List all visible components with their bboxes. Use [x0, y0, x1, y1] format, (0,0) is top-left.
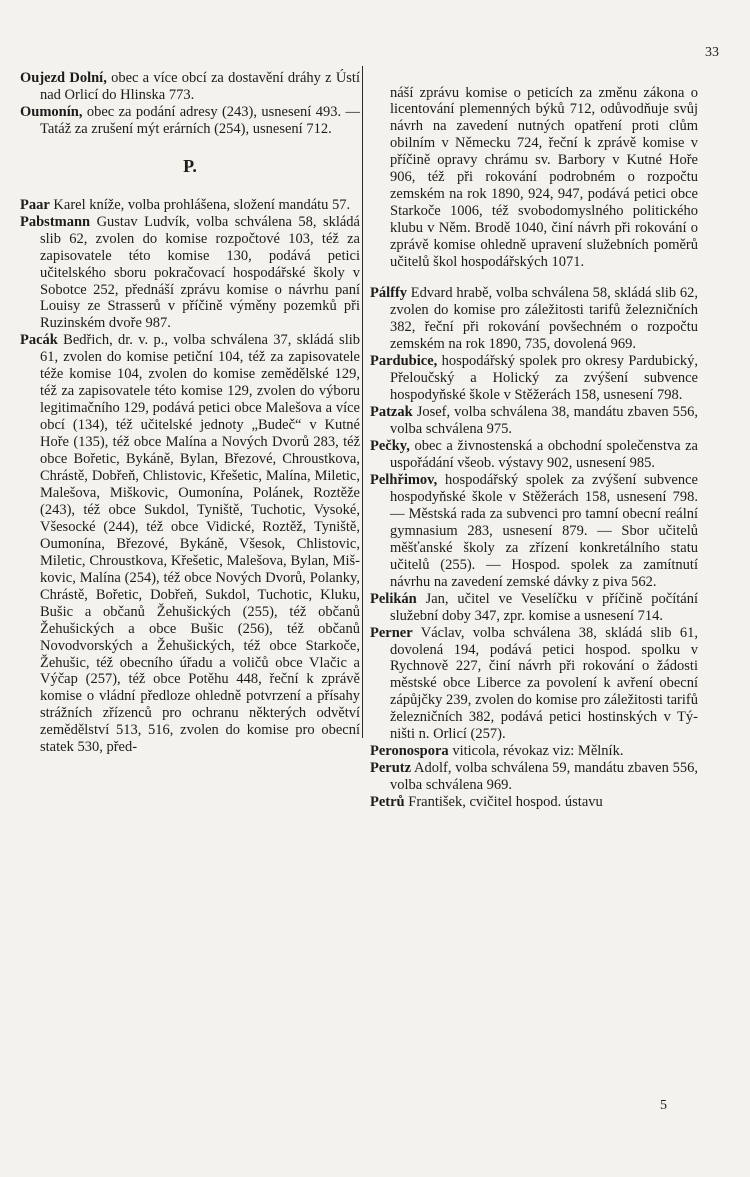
index-entry — [370, 404, 698, 438]
entry-continuation: náší zprávu komise o peticích za změnu zákona o licentování plemenných býků 712, odůvodňuje svůj návrh na zavedení nutných opatření proti clům obilním v Německu 724, řeční k zprávě komise v příčině opravy chrámu sv. Barbory v Kutné Hoře 906, též při rokování podrobném o rozpočtu zemském na rok 1890, 924, 947, podává petici obce Starkoče 1006, též svobodomyslného politického klubu v Něm. Brodě 1040, činí návrh při rokování o zprávě komise ohledně upravení služebních poměrů učitelů škol hospodářských 1071. — [390, 84, 698, 271]
index-entry — [370, 353, 698, 404]
entry-text: Gustav Ludvík, volba schválena 58, skládá slib 62, zvolen do komise rozpočtové 103, též za zapisovatele této komise 130, podává petici učitelského sboru pokračovací hospodářské školy v Sobotce 252, přednáší zprávu komise o návrhu paní Louisy ze Strasserů v příčině výměny pozemků při Ruzinském dvoře 987. — [40, 213, 360, 332]
entry-heading: Paar — [20, 196, 50, 213]
entry-text: obec a více obcí za dostavění dráhy z Ústí nad Orlicí do Hlinska 773. — [40, 70, 360, 103]
entry-text: obec a živnostenská a obchodní společenstva za uspořádání všeob. výstavy 902, usnesení 985. — [390, 438, 698, 472]
index-entry — [20, 214, 360, 333]
entry-heading: Petrů — [370, 794, 405, 811]
index-entry — [370, 794, 698, 811]
entry-heading: Oujezd Dolní, — [20, 70, 107, 86]
entry-text: Bedřich, dr. v. p., volba schválena 37, skládá slib 61, zvolen do komise petiční 104, též za zapisovatele téže komise 104, zvolen do komise zemědělské 129, též za zapisovatele této komise 129, zvolen do výboru legitimačního 129, podává petici obce Malešova a více obcí (134), též učitelské jednoty „Budeč“ v Kutné Hoře (135), též obce Malína a Nových Dvorů 283, též obce Bořetic, Bykáně, Bylan, Březové, Chroustkova, Chrástě, Dobřeň, Chlistovic, Křešetic, Malína, Miletic, Malešova, Miškovic, Oumonína, Polánek, Roztěže (243), též obce Sukdol, Tyniště, Tuchotic, Vysoké, Všesocké (244), též obce Vidické, Roztěž, Tyniště, Oumonína, Březové, Bykáně, Všesok, Chlistovic, Miletic, Chroustkova, Křešetic, Malešova, Bylan, Miškovic, Malína (254), též obce Nových Dvorů, Polanky, Chrástě, Bořetic, Dobřeň, Sukdol, Tuchotic, Kluku, Bušic a občanů Žehušických (255), též občanů Žehušických a obce Bušic (256), též občanů Novodvorských a Žehušických, též obce Starkoče, Žehušic, též obecního úřadu a voličů obce Vlačic a Výčap (257), též obce Potěhu 448, řeční k zprávě komise o vládní předloze ohledně potvrzení a přísahy strážních zřízenců pro ochranu některých odvětví zemědělství 513, 516, zvolen do komise pro obecní statek 530, před- — [40, 332, 360, 756]
index-entry — [370, 743, 698, 760]
index-entry — [20, 197, 360, 214]
entry-heading: Pelhřimov, — [370, 471, 438, 488]
entry-heading: Peronospora — [370, 743, 449, 760]
index-entry — [20, 70, 360, 104]
index-entry — [370, 472, 698, 591]
right-column — [370, 70, 698, 811]
entry-text: Jan, učitel ve Veselíčku v příčině počítání služební doby 347, zpr. komise a usnesení 714. — [390, 590, 698, 624]
entry-text: obec za podání adresy (243), usnesení 493. — Tatáž za zrušení mýt erárních (254), usnesení 712. — [40, 103, 360, 137]
index-entry — [370, 760, 698, 794]
entry-heading: Patzak — [370, 404, 413, 421]
entry-text: Karel kníže, volba prohlášena, složení mandátu 57. — [49, 196, 351, 213]
entry-heading: Perutz — [370, 760, 412, 777]
entry-text: Josef, volba schválena 38, mandátu zbaven 556, volba schválena 975. — [390, 404, 698, 438]
entry-text: František, cvičitel hospod. ústavu — [404, 794, 603, 811]
entry-heading: Pelikán — [370, 590, 417, 607]
entry-text: Adolf, volba schválena 59, mandátu zbaven 556, volba schválena 969. — [390, 760, 698, 794]
signature-mark: 5 — [660, 1098, 667, 1113]
entry-heading: Oumonín, — [20, 103, 83, 120]
index-entry — [370, 625, 698, 744]
index-entry — [370, 591, 698, 625]
page-number: 33 — [705, 45, 719, 60]
left-column — [20, 70, 360, 756]
index-entry — [370, 285, 698, 353]
entry-heading: Pečky, — [370, 438, 410, 455]
entry-heading: Pacák — [20, 332, 58, 349]
entry-text: hospodářský spolek pro okresy Pardubický, Přeloučský a Holický za zvýšení subvence hospodyňské škole v Stěžerách 158, usnesení 798. — [390, 353, 698, 404]
section-letter: P. — [183, 155, 197, 176]
column-divider — [362, 66, 363, 738]
entry-text: Václav, volba schválena 38, skládá slib 61, dovolená 194, podává petici hospod. spolku v Rychnově 227, činí návrh při rokování o žádosti městské obce Liberce za povolení k avření obecní zápůjčky 239, zvolen do komise pro záležitosti tarifů železničních 382, podává petici hostinských v Týništi n. Orlicí (257). — [390, 624, 698, 743]
entry-heading: Pardubice, — [370, 353, 438, 370]
entry-text: hospodářský spolek za zvýšení subvence hospodyňské škole v Stěžerách 158, usnesení 798. — Městská rada za subvenci pro tamní obecní reální gymnasium 283, usnesení 879. — Sbor učitelů měšťanské školy za zřízení konkretálního statu učitelů (255). — Hospod. spolek za zamítnutí návrhu na zavedení zemské dávky z piva 562. — [390, 471, 698, 590]
entry-heading: Perner — [370, 624, 413, 641]
index-entry — [370, 438, 698, 472]
entry-text: viticola, révokaz viz: Mělník. — [448, 743, 624, 760]
entry-text: Edvard hrabě, volba schválena 58, skládá slib 62, zvolen do komise pro záležitosti tarifů železničních 382, řeční při rokování povšechném o rozpočtu zemském na rok 1890, 735, dovolená 969. — [390, 285, 698, 353]
index-entry — [20, 104, 360, 138]
entry-heading: Pálffy — [370, 285, 408, 302]
entry-heading: Pabstmann — [20, 213, 91, 230]
index-entry — [20, 332, 360, 756]
